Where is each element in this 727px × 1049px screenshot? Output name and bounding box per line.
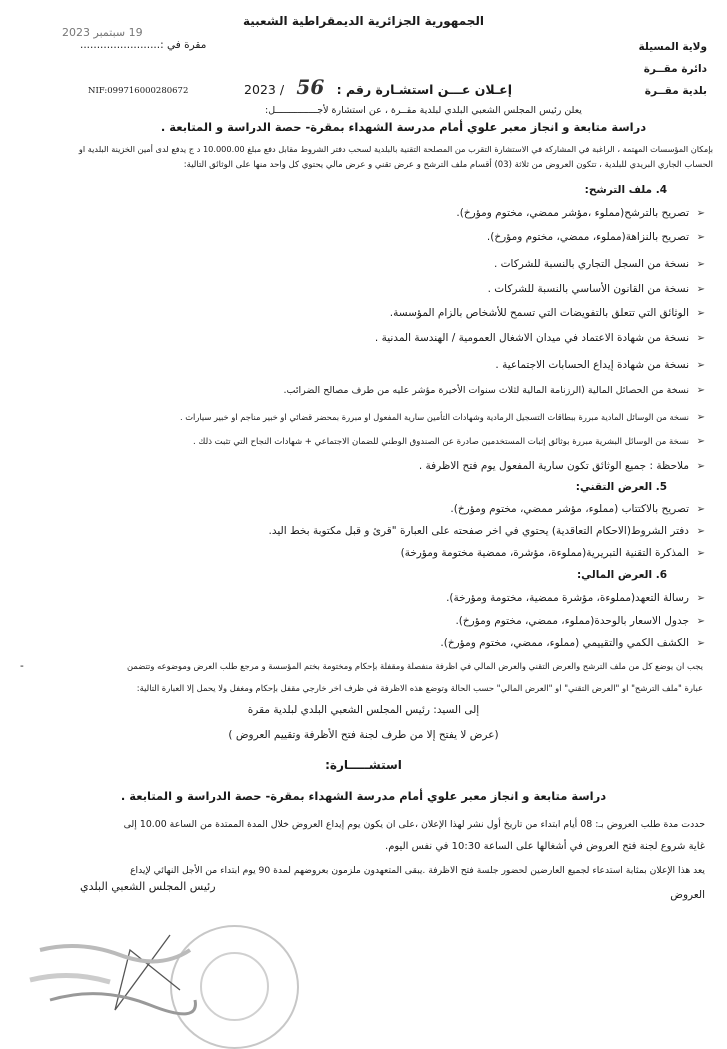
list-item: ➢الكشف الكمي والتقييمي (مملوء، ممضي، مختوم ومؤرخ).	[440, 637, 705, 649]
list-item: ➢المذكرة التقنية التبريرية(مملوءة، مؤشرة، ممضية مختومة ومؤرخة)	[400, 547, 705, 559]
envelope-subject: دراسة متابعة و انجاز معبر علوي أمام مدرسة الشهداء بمقرة- حصة الدراسة و المتابعة .	[120, 789, 607, 803]
list-item: ➢الوثائق التي تتعلق بالتفويضات التي تسمح للأشخاص بالزام المؤسسة.	[389, 307, 705, 319]
arrow-bullet-icon: ➢	[696, 436, 705, 447]
list-item: ➢نسخة من السجل التجاري بالنسبة للشركات .	[493, 258, 705, 270]
announcement-number: 56	[296, 75, 325, 99]
addressee: إلى السيد: رئيس المجلس الشعبي البلدي لبلدية مقرة	[247, 704, 480, 716]
arrow-bullet-icon: ➢	[696, 504, 705, 515]
list-item: ➢تصريح بالنزاهة(مملوء، ممضي، مختوم ومؤرخ).	[486, 231, 705, 243]
list-item: ➢نسخة من القانون الأساسي بالنسبة للشركات .	[487, 283, 705, 295]
announcement-title	[244, 75, 512, 99]
signature	[20, 930, 200, 1020]
intro-paragraph-2: الحساب الجاري البريدي للبلدية ، تتكون العروض من ثلاثة (03) أقسام ملف الترشح و عرض تقني و عرض مالي يحتوي كل واحد منها على الوثائق التالية:	[183, 160, 713, 170]
arrow-bullet-icon: ➢	[696, 616, 705, 627]
arrow-bullet-icon: ➢	[696, 284, 705, 295]
list-item: ➢نسخة من الحصائل المالية (الرزنامة المالية لثلاث سنوات الأخيرة مؤشر عليه من طرف مصالح الضرائب.	[283, 385, 705, 396]
announcement-year: / 2023	[244, 82, 285, 97]
daira: دائرة مقــرة	[643, 63, 707, 75]
closing-line-4: العروض	[670, 889, 705, 901]
closing-line-1: حددت مدة طلب العروض بـ: 08 أيام ابتداء من تاريخ أول نشر لهذا الإعلان ،على ان يكون يوم إيداع العروض خلال المدة الممتدة من الساعة 10.00 إلى	[123, 819, 705, 830]
dash-bullet: -	[20, 660, 24, 672]
wilaya: ولاية المسيلة	[638, 41, 707, 53]
envelope-line-2: عبارة "ملف الترشح" او "العرض التقني" او "العرض المالي" حسب الحالة وتوضع هذه الاظرفة في ظرف اخر خارجي مقفل بإحكام ومغفل ولا يحمل إلا العبارة التالية:	[136, 683, 703, 693]
list-item: ➢جدول الاسعار بالوحدة(مملوء، ممضي، مختوم ومؤرخ).	[455, 615, 705, 627]
section-5-title: 5. العرض التقني:	[575, 481, 667, 493]
intro-line: يعلن رئيس المجلس الشعبي البلدي لبلدية مقــرة ، عن استشارة لأجـــــــــــــــل:	[265, 105, 582, 116]
section-4-title: 4. ملف الترشح:	[584, 184, 667, 196]
notice: (عرض لا يفتح إلا من طرف لجنة فتح الأظرفة وتقييم العروض )	[228, 729, 499, 741]
list-item: ➢ملاحظة : جميع الوثائق تكون سارية المفعول يوم فتح الاظرفة .	[418, 460, 705, 472]
list-item: ➢دفتر الشروط(الاحكام التعاقدية) يحتوي في اخر صفحته على العبارة "قرئ و قبل مكتوبة بخط اليد.	[268, 525, 705, 537]
list-item: ➢نسخة من الوسائل البشرية مبررة بوثائق إثبات المستخدمين صادرة عن الصندوق الوطني للضمان الاجتماعي + شهادات النجاح التي تثبت ذلك .	[193, 436, 705, 447]
intro-subject: دراسة متابعة و انجاز معبر علوي أمام مدرسة الشهداء بمقرة- حصة الدراسة و المتابعة .	[160, 120, 647, 134]
place-date: مقرة في :........................	[80, 39, 207, 51]
closing-line-2: غاية شروع لجنة فتح العروض في أشغالها على الساعة 10:30 في نفس اليوم.	[385, 841, 705, 852]
republic-title: الجمهورية الجزائرية الديمقراطية الشعبية	[242, 14, 485, 28]
signatory-title: رئيس المجلس الشعبي البلدي	[80, 880, 216, 893]
list-item: ➢تصريح بالترشح(مملوء ،مؤشر ممضي، مختوم ومؤرخ).	[456, 207, 705, 219]
envelope-line-1: يجب ان يوضع كل من ملف الترشح والعرض التقني والعرض المالي في اظرفة منفصلة ومقفلة بإحكام ومختومة بختم المؤسسة و مرجع طلب العرض وموضوعه وتتضمن	[127, 661, 703, 671]
arrow-bullet-icon: ➢	[696, 360, 705, 371]
arrow-bullet-icon: ➢	[696, 593, 705, 604]
arrow-bullet-icon: ➢	[696, 526, 705, 537]
arrow-bullet-icon: ➢	[696, 638, 705, 649]
closing-line-3: يعد هذا الإعلان بمثابة استدعاء لجميع العارضين لحضور جلسة فتح الاظرفة .يبقى المتعهدون ملزمون بعروضهم لمدة 90 يوم ابتداء من الأجل النهائي لإيداع	[130, 865, 705, 876]
arrow-bullet-icon: ➢	[696, 232, 705, 243]
nif: NIF:099716000280672	[88, 86, 189, 96]
arrow-bullet-icon: ➢	[696, 208, 705, 219]
list-item: ➢رسالة التعهد(مملوءة، مؤشرة ممضية، مختومة ومؤرخة).	[446, 592, 705, 604]
arrow-bullet-icon: ➢	[696, 308, 705, 319]
arrow-bullet-icon: ➢	[696, 461, 705, 472]
section-6-title: 6. العرض المالي:	[576, 569, 667, 581]
arrow-bullet-icon: ➢	[696, 333, 705, 344]
baladiya: بلدية مقــرة	[644, 85, 707, 97]
arrow-bullet-icon: ➢	[696, 412, 705, 423]
list-item: ➢نسخة من الوسائل المادية مبررة ببطاقات التسجيل الرمادية وشهادات التأمين سارية المفعول او مبررة بمحضر قضائي او خبير مناجم او خبير سيارات .	[179, 412, 705, 423]
consult-label: استشـــــارة:	[325, 758, 402, 772]
list-item: ➢نسخة من شهادة الاعتماد في ميدان الاشغال العمومية / الهندسة المدنية .	[374, 332, 705, 344]
announcement-label: إعـلان عـــن استشـارة رقم :	[336, 82, 512, 97]
date-stamp: 19 سبتمبر 2023	[62, 26, 143, 39]
stamp-emblem	[200, 952, 269, 1021]
arrow-bullet-icon: ➢	[696, 548, 705, 559]
list-item: ➢تصريح بالاكتتاب (مملوء، مؤشر ممضي، مختوم ومؤرخ).	[450, 503, 705, 515]
intro-paragraph-1: بإمكان المؤسسات المهتمة ، الراغبة في المشاركة في الاستشارة التقرب من المصلحة التقنية بالبلدية لسحب دفتر الشروط مقابل دفع مبلغ 10.000.00 د ج يدفع لدى أمين الخزينة البلدية او	[78, 144, 713, 154]
list-item: ➢نسخة من شهادة إيداع الحسابات الاجتماعية .	[495, 359, 705, 371]
arrow-bullet-icon: ➢	[696, 259, 705, 270]
arrow-bullet-icon: ➢	[696, 385, 705, 396]
